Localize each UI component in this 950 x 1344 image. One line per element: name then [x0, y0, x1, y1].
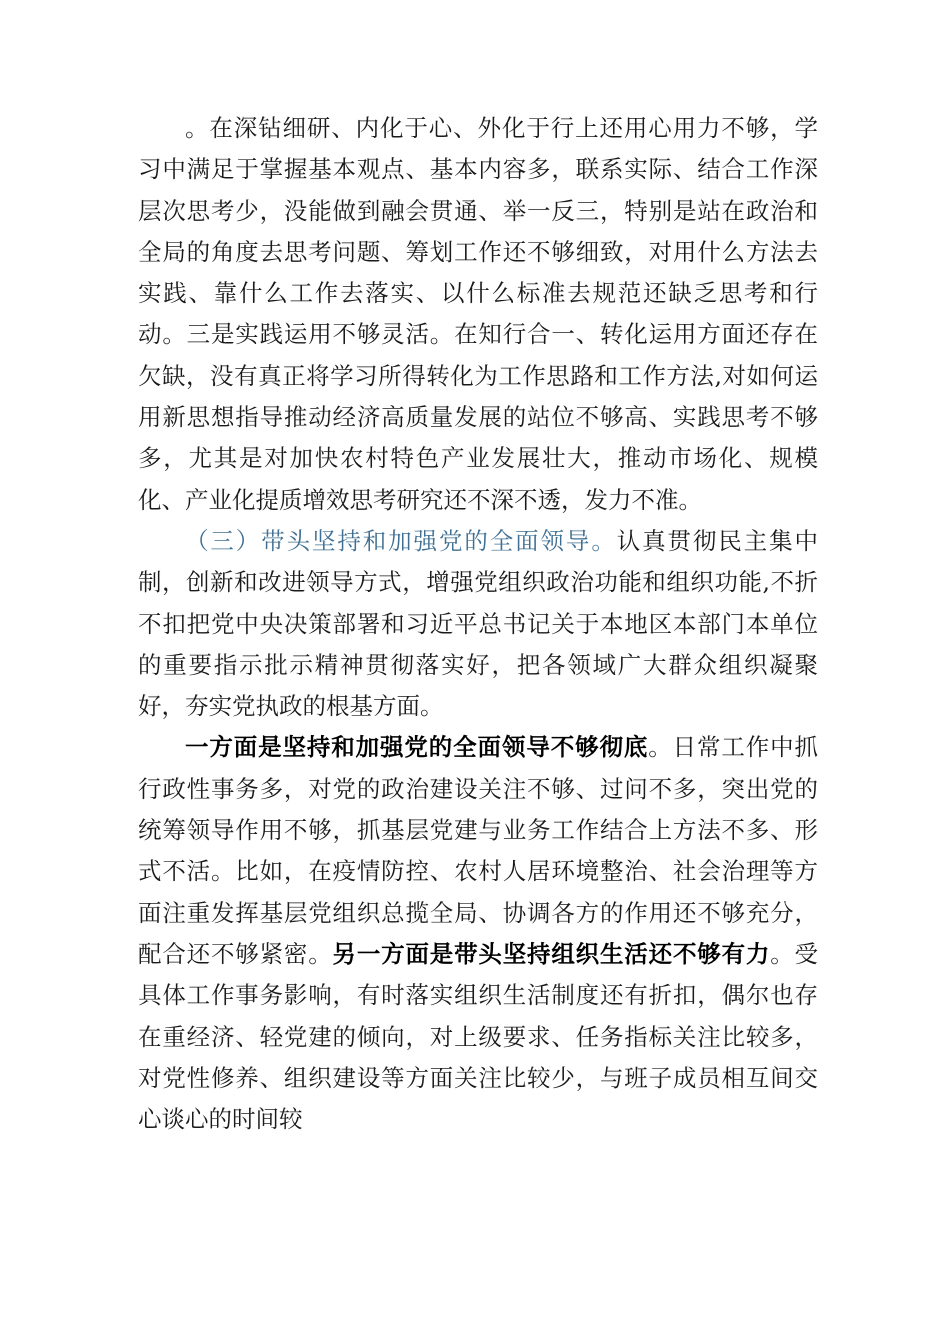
paragraph-text: 。在深钻细研、内化于心、外化于行上还用心用力不够，学习中满足于掌握基本观点、基本内容多，联系实际、结合工作深层次思考少，没能做到融会贯通、举一反三，特别是站在政治和全局的角度去思考问题、筹划工作还不够细致，对用什么方法去实践、靠什么工作去落实、以什么标准去规范还缺乏思考和行动。三是实践运用不够灵活。在知行合一、转化运用方面还存在欠缺，没有真正将学习所得转化为工作思路和工作方法,对如何运用新思想指导推动经济高质量发展的站位不够高、实践思考不够多，尤其是对加快农村特色产业发展壮大，推动市场化、规模化、产业化提质增效思考研究还不深不透，发力不准。 — [138, 114, 818, 514]
paragraph-text: 。受具体工作事务影响，有时落实组织生活制度还有折扣，偶尔也存在重经济、轻党建的倾向，对上级要求、任务指标关注比较多，对党性修养、组织建设等方面关注比较少，与班子成员相互间交心谈心的时间较 — [138, 939, 819, 1134]
section-heading: （三）带头坚持和加强党的全面领导。 — [185, 526, 617, 555]
bold-point-one: 一方面是坚持和加强党的全面领导不够彻底 — [185, 733, 649, 762]
bold-point-two: 另一方面是带头坚持组织生活还不够有力 — [332, 939, 771, 968]
paragraph-study-application — [138, 108, 818, 521]
paragraph-party-leadership — [138, 521, 818, 727]
document-page — [138, 108, 818, 1140]
paragraph-text: 。日常工作中抓行政性事务多，对党的政治建设关注不够、过问不多，突出党的统筹领导作用不够，抓基层党建与业务工作结合上方法不多、形式不活。比如，在疫情防控、农村人居环境整治、社会治理等方面注重发挥基层党组织总揽全局、协调各方的作用还不够充分，配合还不够紧密。 — [138, 733, 819, 968]
paragraph-leadership-issues — [138, 727, 818, 1140]
paragraph-text: 认真贯彻民主集中制，创新和改进领导方式，增强党组织政治功能和组织功能,不折不扣把党中央决策部署和习近平总书记关于本地区本部门本单位的重要指示批示精神贯彻落实好，把各领域广大群众组织凝聚好，夯实党执政的根基方面。 — [138, 526, 819, 721]
